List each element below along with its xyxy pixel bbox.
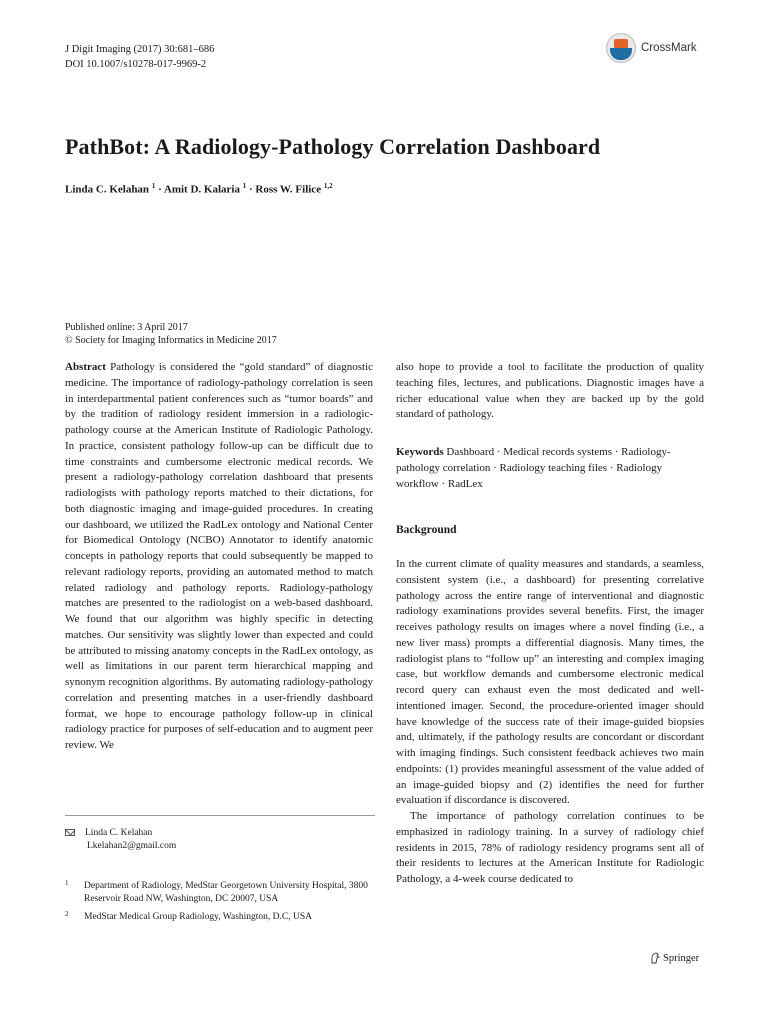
abstract-continuation-text: also hope to provide a tool to facilitate the production of quality teaching files, lectures, and publications. Diagnostic images have a richer educational value when they are backed up by the gold standard of pathology.: [396, 361, 704, 421]
author-name: Amit D. Kalaria: [163, 183, 240, 196]
background-paragraph-2: The importance of pathology correlation continues to be emphasized in radiology training. In a survey of radiology chief residents in 2015, 78% of radiology residency programs sent all of their residents to lectures at the American Institute for Radiologic Pathology, a 4-week course dedicated to: [396, 810, 704, 885]
keywords-label: Keywords: [396, 446, 444, 458]
publisher-name: Springer: [663, 952, 700, 964]
affiliation-2: [65, 911, 385, 924]
doi-link[interactable]: DOI 10.1007/s10278-017-9969-2: [65, 59, 207, 70]
publisher-logo: [650, 952, 699, 964]
keywords-text: Dashboard · Medical records systems · Radiology-pathology correlation · Radiology teaching files · Radiology workflow · RadLex: [396, 446, 671, 490]
affiliation-1: [65, 880, 385, 906]
author-name: Ross W. Filice: [255, 183, 322, 196]
author-affiliation-ref: 1: [151, 182, 156, 190]
affiliation-number: 1: [65, 879, 69, 887]
envelope-icon: [65, 829, 75, 836]
affiliation-text: Department of Radiology, MedStar Georgetown University Hospital, 3800 Reservoir Road NW, Washington, DC 20007, USA: [84, 881, 368, 904]
abstract-column: [65, 360, 373, 754]
journal-citation: J Digit Imaging (2017) 30:681–686: [65, 44, 215, 55]
crossmark-icon: [606, 33, 636, 63]
correspondence-email[interactable]: Lkelahan2@gmail.com: [87, 841, 177, 851]
author-name: Linda C. Kelahan: [65, 183, 150, 196]
section-heading-background: Background: [396, 524, 457, 536]
abstract-text: Pathology is considered the “gold standard” of diagnostic medicine. The importance of radiology-pathology correlation is seen in interdepartmental patient conferences such as “tumor boards” and by the tradition of radiology resident immersion in a radiologic-pathology course at the American Institute of Radiologic Pathology. In practice, consistent pathology follow-up can be difficult due to time constraints and cumbersome electronic medical records. We present a radiology-pathology correlation dashboard that presents radiologists with pathology reports matched to their dictations, for both diagnostic imaging and image-guided procedures. In creating our dashboard, we utilized the RadLex ontology and National Center for Biomedical Ontology (NCBO) Annotator to identify anatomic concepts in pathology reports that could subsequently be mapped to relevant radiology reports, providing an automated method to match related radiology and pathology reports. Radiology-pathology matches are presented to the radiologist on a web-based dashboard. We found that our algorithm was highly specific in detecting matches. Our sensitivity was slightly lower than expected and could be attributed to missing anatomy concepts in the RadLex ontology, as well as limitations in our parent term hierarchical mapping and synonym recognition algorithms. By automating radiology-pathology correlation and presenting matches in a user-friendly dashboard format, we hope to encourage pathology follow-up in clinical radiology practice for purposes of self-education and to augment peer review. We: [65, 361, 374, 751]
keywords-block: [396, 445, 706, 492]
correspondence-name: Linda C. Kelahan: [85, 828, 153, 838]
affiliation-number: 2: [65, 910, 69, 918]
author-affiliation-ref: 1: [242, 182, 247, 190]
footnote-divider: [65, 815, 375, 816]
springer-horse-icon: [650, 952, 660, 964]
author-affiliation-ref: 1,2: [323, 182, 333, 190]
affiliation-text: MedStar Medical Group Radiology, Washington, D.C, USA: [84, 912, 313, 922]
abstract-continuation: [396, 360, 704, 423]
abstract-label: Abstract: [65, 361, 106, 373]
background-paragraph-1: In the current climate of quality measures and standards, a seamless, consistent system (i.e., a dashboard) for presenting correlative pathology across the entire range of interventional and diagnostic radiology examinations provides several benefits. First, the imager receives pathology results on images where a novel finding (i.e., a new liver mass) prompts a differential diagnosis. Many times, the radiologist plans to “follow up” an interesting and complex imaging case, but workflow demands and cumbersome electronic medical record query can exhaust even the most dedicated and well-intentioned imager. Second, the procedure-oriented imager should have knowledge of the success rate of their image-guided biopsies and, ultimately, if the pathology results are concordant or discordant with imaging findings. Such consistent feedback achieves two main endpoints: (1) provides meaningful assessment of the value added of an image-guided biopsy and (2) identifies the need for further evaluation if discordance is discovered.: [396, 558, 704, 807]
publication-date: Published online: 3 April 2017: [65, 322, 188, 333]
crossmark-label: CrossMark: [641, 42, 697, 54]
crossmark-badge[interactable]: [606, 31, 716, 65]
background-section: [396, 557, 704, 888]
abstract-paragraph: [65, 360, 373, 754]
article-title: PathBot: A Radiology-Pathology Correlation Dashboard: [65, 134, 601, 159]
correspondence-block: [65, 827, 176, 853]
author-list: Linda C. Kelahan $^1$ · Amit D. Kalaria $^1$ · Ross W. Filice $^{1,2}$: [65, 182, 333, 196]
copyright-notice: © Society for Imaging Informatics in Medicine 2017: [65, 335, 277, 346]
